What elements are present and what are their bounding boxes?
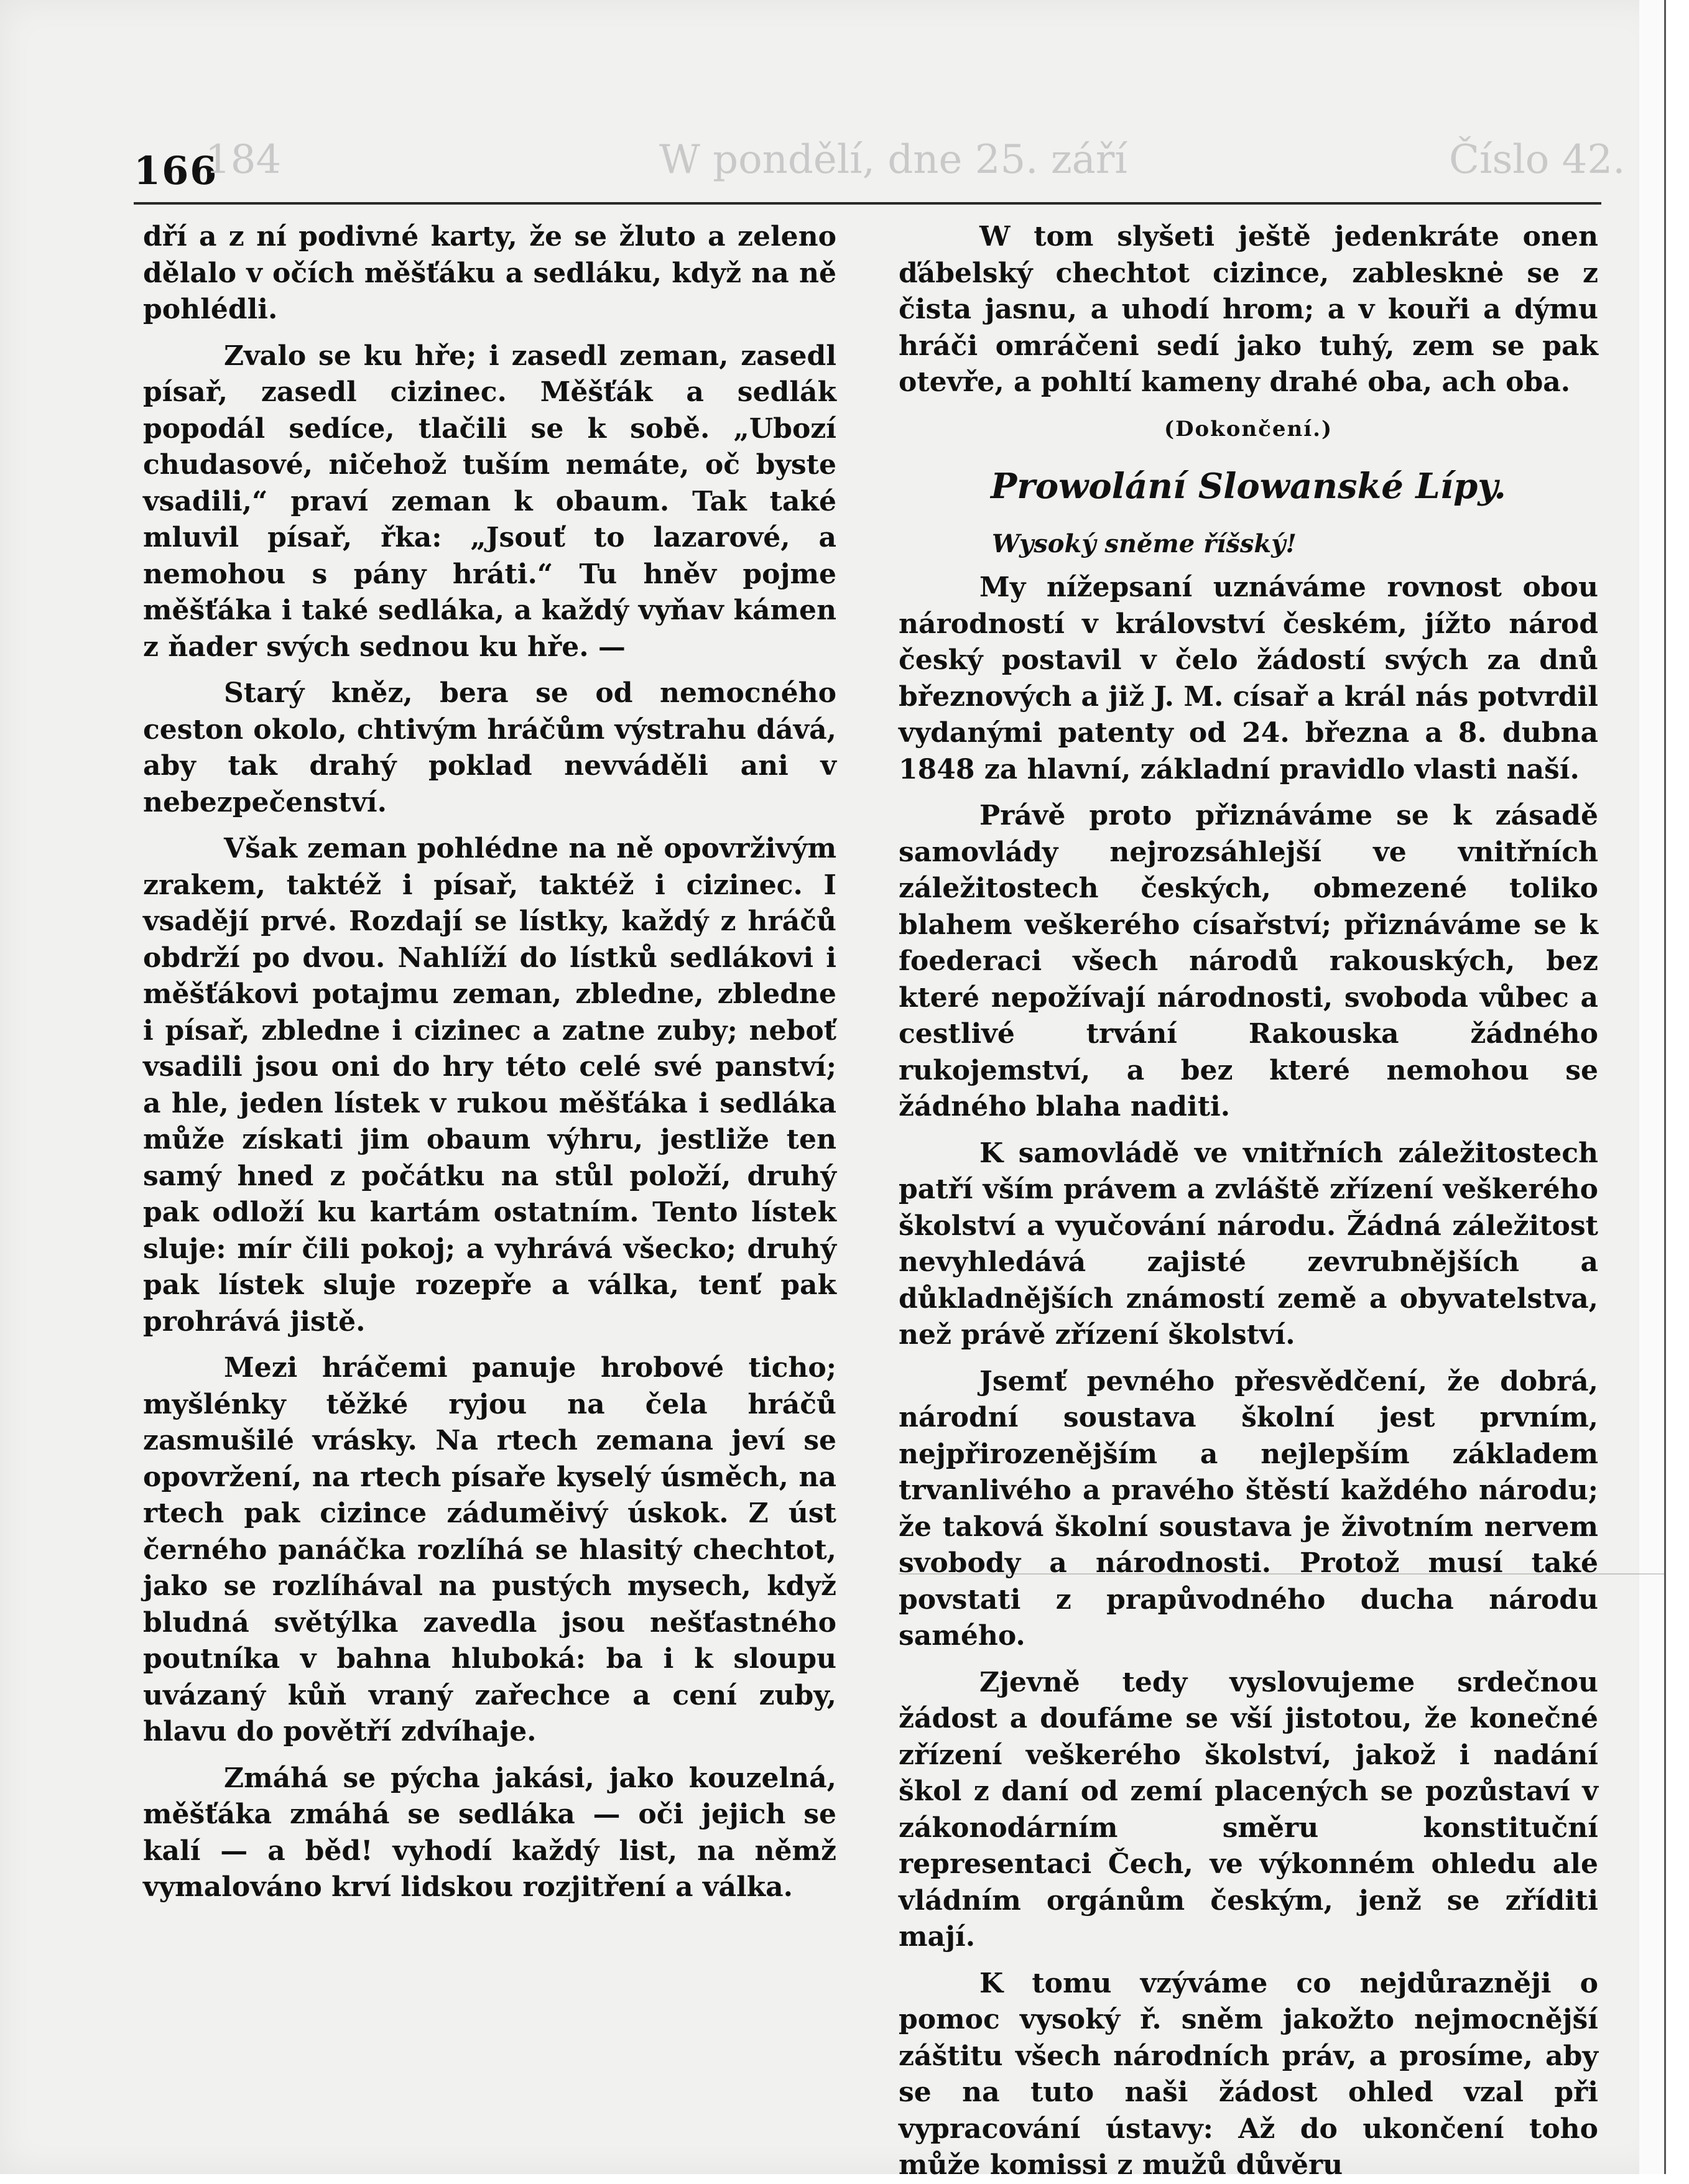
article-paragraph: Právě proto přiznáváme se k zásadě samovlády nejrozsáhlejší ve vnitřních záležitostech českých, obmezené toliko blahem veškerého císařství; přiznáváme se k foederaci všech národů rakouských, bez které nepožívají národnosti, svoboda vůbec a cestlivé trvání Rakouska žádného rukojemství, a bez které nemohou se žádného blaha naditi. bbox=[899, 800, 1598, 1122]
story-paragraph: Starý kněz, bera se od nemocného ceston okolo, chtivým hráčům výstrahu dává, aby tak drahý poklad nevváděli ani v nebezpečenství. bbox=[143, 677, 836, 818]
story-paragraph: Zvalo se ku hře; i zasedl zeman, zasedl písař, zasedl cizinec. Měšťák a sedlák popodál sedíce, tlačili se k sobě. „Ubozí chudasové, ničehož tuším nemáte, oč byste vsadili,“ praví zeman k obaum. Tak také mluvil písař, řka: „Jsouť to lazarové, a nemohou s pány hráti.“ Tu hněv pojme měšťáka i také sedláka, a každý vyňav kámen z ňader svých sednou ku hře. — bbox=[143, 340, 836, 663]
article-paragraph: Zjevně tedy vyslovujeme srdečnou žádost a doufáme se vší jistotou, že konečné zřízení veškerého školství, jakož i nadání škol z daní od zemí placených se pozůstaví v zákonodárním směru konstituční representaci Čech, ve výkonném ohledu ale vládním orgánům českým, jenž se zříditi mají. bbox=[899, 1666, 1598, 1953]
bleed-through-page-number: 184 bbox=[205, 137, 282, 183]
article-paragraph: My nížepsaní uznáváme rovnost obou národností v království českém, jížto národ český postavil v čelo žádostí svých za dnů březnových a již J. M. císař a král nás potvrdil vydanými patenty od 24. března a 8. dubna 1848 za hlavní, základní pravidlo vlasti naší. bbox=[899, 571, 1598, 785]
story-end-note: (Dokončení.) bbox=[1164, 416, 1333, 442]
story-ending-paragraph: W tom slyšeti ještě jedenkráte onen ďábelský chechtot cizince, zablesknė se z čista jasnu, a uhodí hrom; a v kouři a dýmu hráči omráčeni sedí jako tuhý, zem se pak otevře, a pohltí kameny drahé oba, ach oba. bbox=[899, 221, 1598, 398]
bleed-through-date-line: W pondělí, dne 25. září bbox=[659, 137, 1127, 183]
story-paragraph: Však zeman pohlédne na ně opovrživým zrakem, taktéž i písař, taktéž i cizinec. I vsadějí prvé. Rozdají se lístky, každý z hráčů obdrží po dvou. Nahlíží do lístků sedlákovi i měšťákovi potajmu zeman, zbledne, zbledne i písař, zbledne i cizinec a zatne zuby; neboť vsadili jsou oni do hry této celé své panství; a hle, jeden lístek v rukou měšťáka i sedláka může získati jim obaum výhru, jestliže ten samý hned z počátku na stůl položí, druhý pak odloží ku kartám ostatním. Tento lístek sluje: mír čili pokoj; a vyhrává všecko; druhý pak lístek sluje rozepře a válka, tenť pak prohrává jistě. bbox=[143, 833, 836, 1338]
left-column bbox=[143, 219, 836, 2091]
article-title: Prowolání Slowanské Lípy. bbox=[991, 466, 1506, 507]
right-column bbox=[899, 219, 1598, 2181]
article-paragraph: K tomu vzýváme co nejdůrazněji o pomoc vysoký ř. sněm jakožto nejmocnější záštitu všech národních práv, a prosíme, aby se na tuto naši žádost ohled vzal při vypracování ústavy: Až do ukončení toho může komissi z mužů důvěru bbox=[899, 1967, 1598, 2181]
article-paragraph: K samovládě ve vnitřních záležitostech patří vším právem a zvláště zřízení veškerého školství a vyučování národu. Žádná záležitost nevyhledává zajisté zevrubnějších a důkladnějších známostí země a obyvatelstva, než právě zřízení školství. bbox=[899, 1137, 1598, 1351]
header-rule bbox=[134, 202, 1601, 205]
paper-fold-line bbox=[899, 1573, 1664, 1575]
story-paragraph: Zmáhá se pýcha jakási, jako kouzelná, měšťáka zmáhá se sedláka — oči jejich se kalí — a běd! vyhodí každý list, na němž vymalováno krví lidskou rozjitření a válka. bbox=[143, 1762, 836, 1903]
page-number: 166 bbox=[134, 148, 218, 193]
salutation: Wysoký sněme říšský! bbox=[992, 529, 1297, 558]
bleed-through-issue-number: Číslo 42. bbox=[1449, 137, 1626, 183]
page-edge bbox=[1639, 0, 1664, 2174]
story-paragraph: Mezi hráčemi panuje hrobové ticho; myšlénky těžké ryjou na čela hráčů zasmušilé vrásky. Na rtech zemana jeví se opovržení, na rtech písaře kyselý úsměch, na rtech pak cizince záduměivý úskok. Z úst černého panáčka rozlíhá se hlasitý chechtot, jako se rozlíhával na pustých mysech, když bludná světýlka zavedla jsou nešťastného poutníka v bahna hluboká: ba i k sloupu uvázaný kůň vraný zařechce a cení zuby, hlavu do povětří zdvíhaje. bbox=[143, 1352, 836, 1747]
article-paragraph: Jsemť pevného přesvědčení, že dobrá, národní soustava školní jest prvním, nejpřirozenějším a nejlepším základem trvanlivého a pravého štěstí každého národu; že taková školní soustava je životním nervem svobody a národnosti. Protož musí také povstati z prapůvodného ducha národu samého. bbox=[899, 1365, 1598, 1652]
story-paragraph: dří a z ní podivné karty, že se žluto a zeleno dělalo v očích měšťáku a sedláku, když na ně pohlédli. bbox=[143, 221, 836, 325]
